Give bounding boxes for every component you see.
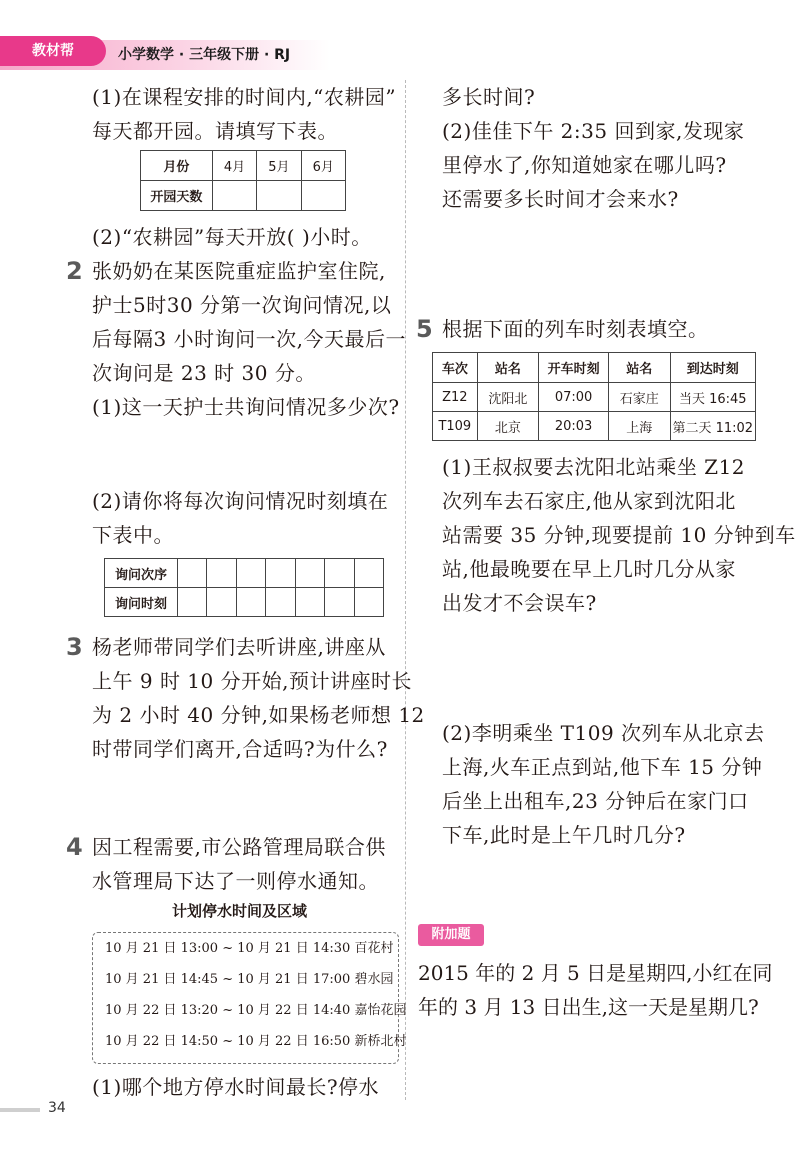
timetable-cell: Z12 <box>433 383 478 412</box>
q1-table-header: 4月 <box>212 151 256 181</box>
timetable-cell: 当天 16:45 <box>670 383 755 412</box>
notice-line: 10 月 22 日 13:20 ~ 10 月 22 日 14:40 嘉怡花园 <box>105 1003 407 1018</box>
q1-table-header: 5月 <box>257 151 301 181</box>
extra-question-line: 年的 3 月 13 日出生,这一天是星期几? <box>418 995 759 1019</box>
timetable-header: 车次 <box>433 353 478 383</box>
q2-table-cell[interactable] <box>295 559 324 588</box>
q3-line: 杨老师带同学们去听讲座,讲座从 <box>92 635 386 659</box>
timetable-cell: 20:03 <box>539 412 609 441</box>
q3-line: 上午 9 时 10 分开始,预计讲座时长 <box>92 669 412 693</box>
timetable-cell: 石家庄 <box>609 383 670 412</box>
q2-table-cell[interactable] <box>325 559 354 588</box>
header-title: 小学数学 · 三年级下册 · RJ <box>118 47 291 63</box>
q2-table <box>104 558 384 617</box>
q2-table-cell[interactable] <box>178 588 207 617</box>
q2-table-cell[interactable] <box>236 588 265 617</box>
timetable-header: 到达时刻 <box>670 353 755 383</box>
q5-part1-line: (1)王叔叔要去沈阳北站乘坐 Z12 <box>442 455 746 479</box>
q2-table-row-label: 询问次序 <box>105 559 178 588</box>
q2-line: 护士5时30 分第一次询问情况,以 <box>92 293 392 317</box>
page-number-bar <box>0 1108 40 1112</box>
header-tag: 教材帮 <box>0 36 106 66</box>
page-number: 34 <box>48 1100 66 1116</box>
q2-table-cell[interactable] <box>354 559 383 588</box>
q2-table-cell[interactable] <box>325 588 354 617</box>
q5-part2-line: 后坐上出租车,23 分钟后在家门口 <box>442 789 749 813</box>
q1-table-header: 6月 <box>301 151 345 181</box>
q1-table <box>140 150 346 211</box>
q5-part2-line: 下车,此时是上午几时几分? <box>442 823 686 847</box>
q3-line: 时带同学们离开,合适吗?为什么? <box>92 737 388 761</box>
q4-part2-line: (2)佳佳下午 2:35 回到家,发现家 <box>442 119 745 143</box>
q1-part2: (2)“农耕园”每天开放( )小时。 <box>92 225 372 249</box>
q2-line: 张奶奶在某医院重症监护室住院, <box>92 259 386 283</box>
q2-part2-line2: 下表中。 <box>92 523 174 547</box>
q2-line: 次询问是 23 时 30 分。 <box>92 361 316 385</box>
timetable-cell: 07:00 <box>539 383 609 412</box>
q4-continued: 多长时间? <box>442 85 536 109</box>
question-number-5: 5 <box>416 315 433 343</box>
q2-table-cell[interactable] <box>178 559 207 588</box>
q2-table-cell[interactable] <box>266 588 295 617</box>
q2-table-cell[interactable] <box>207 559 236 588</box>
train-timetable <box>432 352 756 441</box>
q1-part1-line2: 每天都开园。请填写下表。 <box>92 119 338 143</box>
notice-line: 10 月 21 日 13:00 ~ 10 月 21 日 14:30 百花村 <box>105 941 394 956</box>
timetable-header: 开车时刻 <box>539 353 609 383</box>
q1-table-cell[interactable] <box>257 181 301 211</box>
q2-part1: (1)这一天护士共询问情况多少次? <box>92 395 400 419</box>
q2-table-cell[interactable] <box>295 588 324 617</box>
question-number-3: 3 <box>66 633 83 661</box>
q1-table-cell[interactable] <box>301 181 345 211</box>
q4-line: 水管理局下达了一则停水通知。 <box>92 869 379 893</box>
q4-part1: (1)哪个地方停水时间最长?停水 <box>92 1075 380 1099</box>
q5-part1-line: 次列车去石家庄,他从家到沈阳北 <box>442 489 736 513</box>
q1-table-row-label: 开园天数 <box>141 181 213 211</box>
question-number-4: 4 <box>66 833 83 861</box>
question-number-2: 2 <box>66 257 83 285</box>
q2-table-cell[interactable] <box>354 588 383 617</box>
q5-part2-line: 上海,火车正点到站,他下车 15 分钟 <box>442 755 763 779</box>
timetable-cell: 沈阳北 <box>477 383 538 412</box>
notice-box <box>92 932 407 1064</box>
notice-line: 10 月 22 日 14:50 ~ 10 月 22 日 16:50 新桥北村 <box>105 1034 407 1049</box>
q2-table-cell[interactable] <box>266 559 295 588</box>
q3-line: 为 2 小时 40 分钟,如果杨老师想 12 <box>92 703 425 727</box>
q4-part2-line: 里停水了,你知道她家在哪儿吗? <box>442 153 727 177</box>
extra-question-tag: 附加题 <box>418 924 484 946</box>
notice-line: 10 月 21 日 14:45 ~ 10 月 21 日 17:00 碧水园 <box>105 972 394 987</box>
q4-line: 因工程需要,市公路管理局联合供 <box>92 835 386 859</box>
q1-table-cell[interactable] <box>212 181 256 211</box>
q1-table-header: 月份 <box>141 151 213 181</box>
q1-part1-line1: (1)在课程安排的时间内,“农耕园” <box>92 85 397 109</box>
q5-part1-line: 站需要 35 分钟,现要提前 10 分钟到车 <box>442 523 796 547</box>
timetable-cell: 第二天 11:02 <box>670 412 755 441</box>
timetable-header: 站名 <box>609 353 670 383</box>
q2-table-cell[interactable] <box>207 588 236 617</box>
notice-title: 计划停水时间及区域 <box>172 902 308 920</box>
q2-line: 后每隔3 小时询问一次,今天最后一 <box>92 327 406 351</box>
q5-part1-line: 站,他最晚要在早上几时几分从家 <box>442 557 736 581</box>
timetable-header: 站名 <box>477 353 538 383</box>
q5-intro: 根据下面的列车时刻表填空。 <box>442 317 709 341</box>
q5-part1-line: 出发才不会误车? <box>442 591 597 615</box>
q5-part2-line: (2)李明乘坐 T109 次列车从北京去 <box>442 721 765 745</box>
timetable-cell: 北京 <box>477 412 538 441</box>
q2-part2-line1: (2)请你将每次询问情况时刻填在 <box>92 489 389 513</box>
timetable-cell: 上海 <box>609 412 670 441</box>
q4-part2-line: 还需要多长时间才会来水? <box>442 187 679 211</box>
q2-table-cell[interactable] <box>236 559 265 588</box>
column-divider <box>405 80 406 1100</box>
extra-question-line: 2015 年的 2 月 5 日是星期四,小红在同 <box>418 961 773 985</box>
timetable-cell: T109 <box>433 412 478 441</box>
q2-table-row-label: 询问时刻 <box>105 588 178 617</box>
